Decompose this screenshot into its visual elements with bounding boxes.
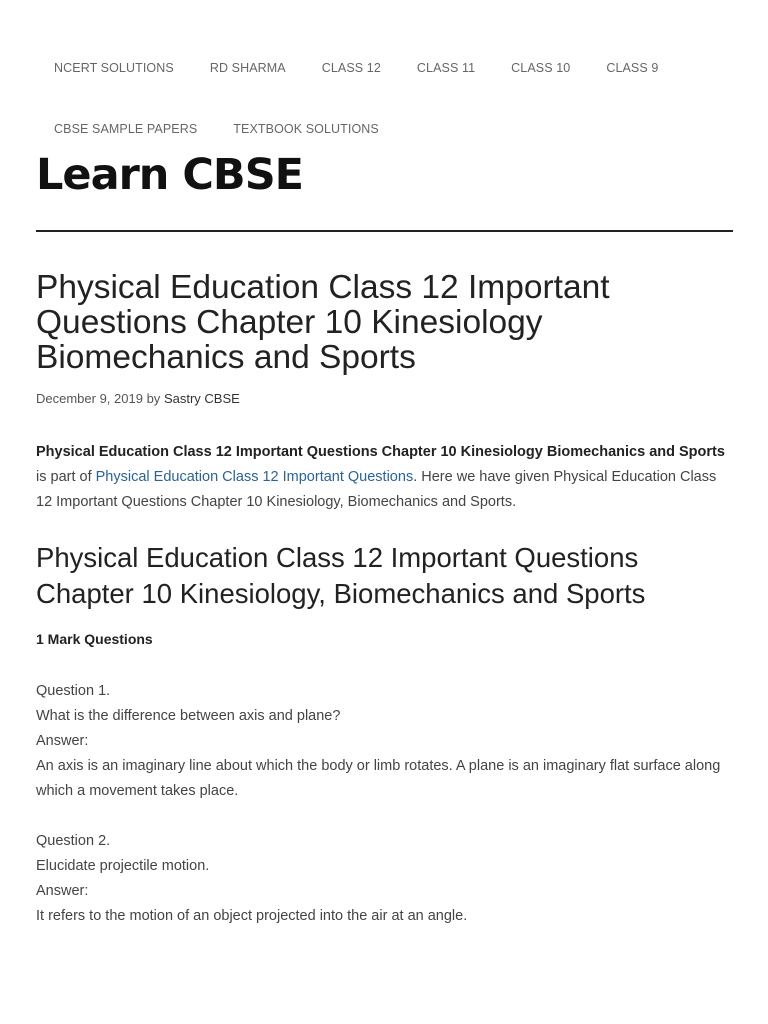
intro-bold-title: Physical Education Class 12 Important Questions Chapter 10 Kinesiology Biomechanics and Sports	[36, 444, 725, 460]
answer-text: It refers to the motion of an object projected into the air at an angle.	[36, 908, 468, 924]
article-title: Physical Education Class 12 Important Questions Chapter 10 Kinesiology Biomechanics and Sports	[36, 269, 610, 376]
question-block	[36, 829, 736, 929]
nav-item-cbse-sample-papers[interactable]: CBSE SAMPLE PAPERS	[54, 122, 198, 136]
nav-item-class-12[interactable]: CLASS 12	[321, 61, 381, 75]
nav-row-2	[36, 101, 736, 157]
site-title[interactable]: Learn CBSE	[36, 150, 304, 200]
question-text: Elucidate projectile motion.	[36, 858, 210, 874]
header-divider	[36, 230, 733, 232]
question-text: What is the difference between axis and plane?	[36, 708, 341, 724]
post-author-link[interactable]: Sastry CBSE	[163, 391, 240, 406]
intro-link[interactable]: Physical Education Class 12 Important Questions	[95, 469, 414, 485]
post-by: by	[146, 391, 161, 406]
article-content	[36, 440, 736, 929]
nav-item-ncert-solutions[interactable]: NCERT SOLUTIONS	[54, 61, 174, 75]
section-heading: Physical Education Class 12 Important Questions Chapter 10 Kinesiology, Biomechanics and Sports	[36, 542, 646, 609]
question-label: Question 2.	[36, 833, 111, 849]
intro-text-2: . Here we have given Physical Education Class 12 Important Questions Chapter 10 Kinesiology, Biomechanics and Sports.	[36, 469, 717, 510]
answer-label: Answer:	[36, 883, 89, 899]
answer-text: An axis is an imaginary line about which the body or limb rotates. A plane is an imaginary flat surface along which a movement takes place.	[36, 758, 721, 799]
nav-item-class-11[interactable]: CLASS 11	[416, 61, 476, 75]
nav-item-textbook-solutions[interactable]: TEXTBOOK SOLUTIONS	[233, 122, 379, 136]
post-meta	[36, 391, 240, 406]
nav-item-class-9[interactable]: CLASS 9	[606, 61, 659, 75]
intro-paragraph	[36, 440, 736, 515]
nav-item-class-10[interactable]: CLASS 10	[511, 61, 571, 75]
primary-nav	[36, 40, 736, 157]
answer-label: Answer:	[36, 733, 89, 749]
intro-text-1: is part of	[36, 469, 96, 485]
question-label: Question 1.	[36, 683, 111, 699]
nav-row-1	[36, 40, 736, 96]
nav-item-rd-sharma[interactable]: RD SHARMA	[209, 61, 286, 75]
question-block	[36, 679, 736, 804]
post-date: December 9, 2019	[36, 391, 143, 406]
mark-heading: 1 Mark Questions	[36, 631, 153, 647]
